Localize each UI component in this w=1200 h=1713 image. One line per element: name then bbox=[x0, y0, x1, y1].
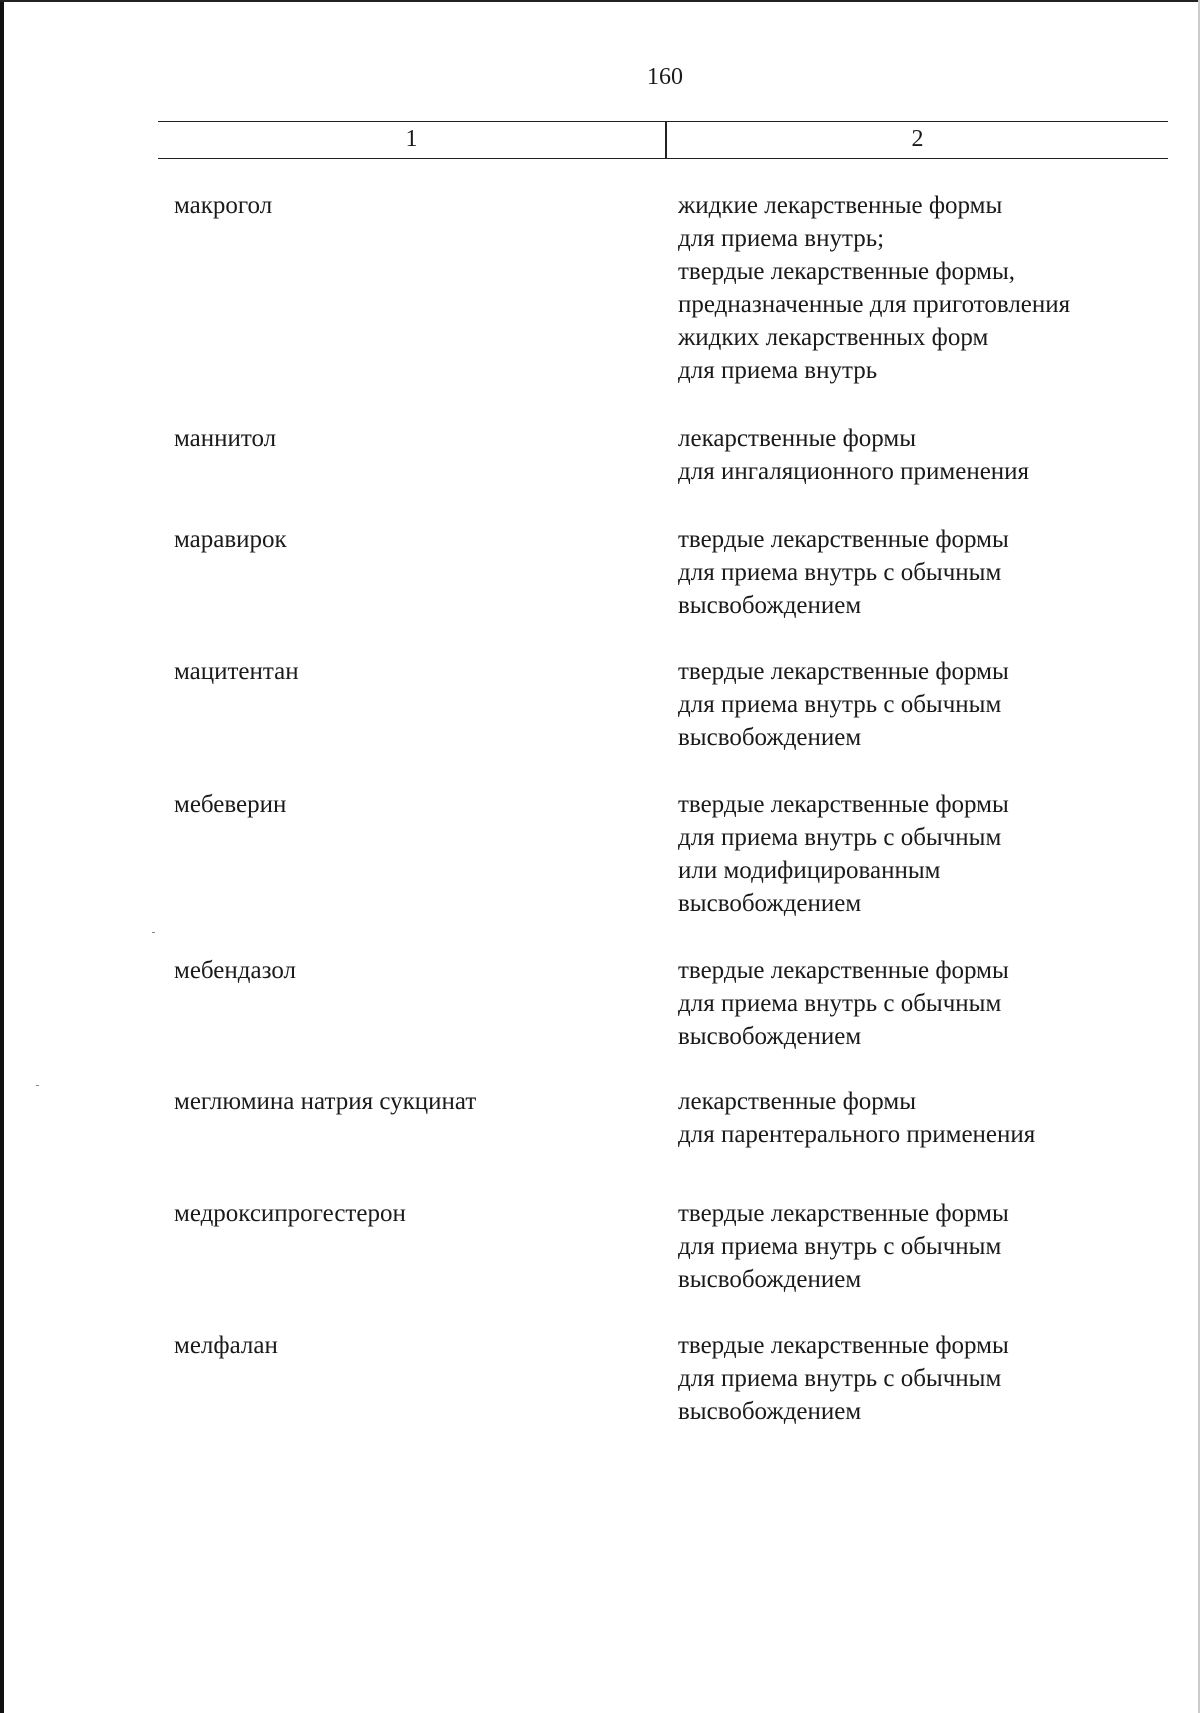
dosage-forms bbox=[678, 1329, 1178, 1428]
dosage-form-line: высвобождением bbox=[678, 890, 862, 917]
scan-edge-top bbox=[0, 0, 1200, 2]
dosage-form-line: твердые лекарственные формы bbox=[678, 957, 1009, 984]
column-header-1: 1 bbox=[405, 126, 418, 152]
scan-speck bbox=[152, 932, 155, 933]
dosage-form-line: жидких лекарственных форм bbox=[678, 324, 989, 351]
scan-edge-left bbox=[0, 0, 4, 1713]
dosage-form-line: предназначенные для приготовления bbox=[678, 291, 1071, 318]
dosage-form-line: для приема внутрь с обычным bbox=[678, 990, 1002, 1017]
dosage-form-line: высвобождением bbox=[678, 592, 862, 619]
dosage-forms bbox=[678, 788, 1178, 920]
dosage-forms bbox=[678, 1197, 1178, 1296]
scan-speck bbox=[36, 1085, 39, 1086]
dosage-form-line: для ингаляционного применения bbox=[678, 458, 1030, 485]
dosage-form-line: для приема внутрь с обычным bbox=[678, 1233, 1002, 1260]
drug-name: маннитол bbox=[174, 425, 277, 452]
page-number: 160 bbox=[647, 64, 683, 90]
dosage-forms bbox=[678, 655, 1178, 754]
drug-name: мелфалан bbox=[174, 1332, 278, 1359]
drug-name: мебендазол bbox=[174, 957, 296, 984]
dosage-form-line: высвобождением bbox=[678, 724, 862, 751]
dosage-form-line: для приема внутрь bbox=[678, 357, 878, 384]
drug-name: мацитентан bbox=[174, 658, 299, 685]
dosage-form-line: для приема внутрь с обычным bbox=[678, 824, 1002, 851]
drug-name: маравирок bbox=[174, 526, 287, 553]
dosage-form-line: высвобождением bbox=[678, 1398, 862, 1425]
dosage-form-line: для приема внутрь с обычным bbox=[678, 1365, 1002, 1392]
dosage-form-line: для приема внутрь; bbox=[678, 225, 885, 252]
table-header bbox=[158, 121, 1168, 159]
dosage-form-line: для приема внутрь с обычным bbox=[678, 559, 1002, 586]
dosage-form-line: лекарственные формы bbox=[678, 425, 917, 452]
dosage-forms bbox=[678, 954, 1178, 1053]
dosage-form-line: лекарственные формы bbox=[678, 1088, 917, 1115]
dosage-form-line: твердые лекарственные формы bbox=[678, 1332, 1009, 1359]
dosage-forms bbox=[678, 1085, 1178, 1151]
dosage-form-line: высвобождением bbox=[678, 1266, 862, 1293]
dosage-form-line: твердые лекарственные формы, bbox=[678, 258, 1016, 285]
dosage-form-line: для приема внутрь с обычным bbox=[678, 691, 1002, 718]
drug-name: макрогол bbox=[174, 192, 273, 219]
dosage-forms bbox=[678, 422, 1178, 488]
dosage-form-line: или модифицированным bbox=[678, 857, 941, 884]
dosage-form-line: твердые лекарственные формы bbox=[678, 791, 1009, 818]
dosage-form-line: твердые лекарственные формы bbox=[678, 658, 1009, 685]
dosage-form-line: высвобождением bbox=[678, 1023, 862, 1050]
dosage-forms bbox=[678, 189, 1178, 387]
drug-name: мебеверин bbox=[174, 791, 287, 818]
dosage-form-line: твердые лекарственные формы bbox=[678, 1200, 1009, 1227]
drug-name: меглюмина натрия сукцинат bbox=[174, 1088, 477, 1115]
dosage-form-line: для парентерального применения bbox=[678, 1121, 1036, 1148]
drug-name: медроксипрогестерон bbox=[174, 1200, 406, 1227]
dosage-form-line: жидкие лекарственные формы bbox=[678, 192, 1003, 219]
dosage-form-line: твердые лекарственные формы bbox=[678, 526, 1009, 553]
dosage-forms bbox=[678, 523, 1178, 622]
column-header-2: 2 bbox=[911, 126, 924, 152]
